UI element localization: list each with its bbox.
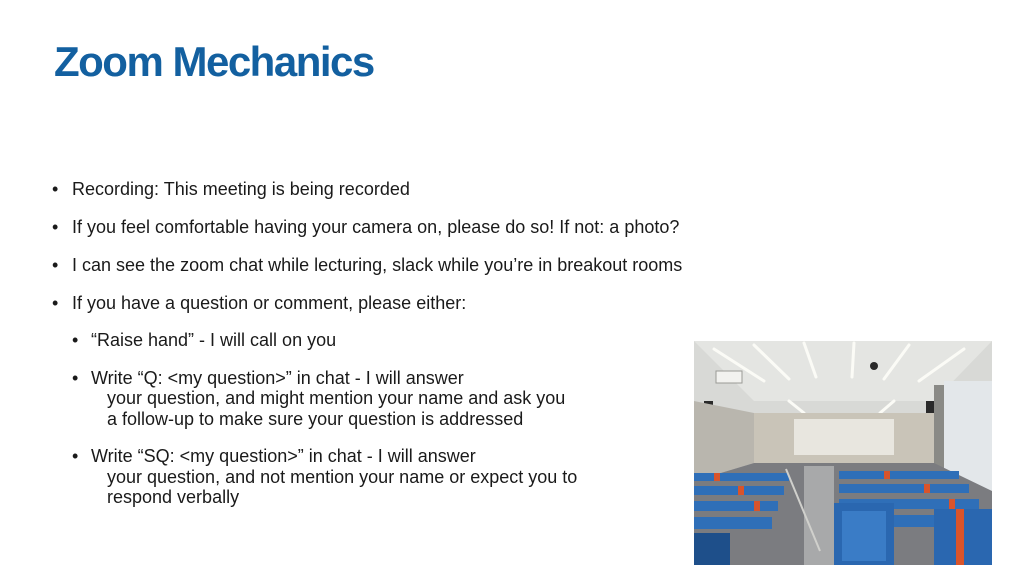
sub-bullet-item xyxy=(72,446,752,508)
bullet-dot: • xyxy=(52,255,59,275)
bullet-dot: • xyxy=(52,179,59,199)
sub-bullet-continuation: a follow-up to make sure your question is addressed xyxy=(107,408,524,429)
sub-bullet-item xyxy=(72,330,752,351)
sub-bullet-text: Write “SQ: <my question>” in chat - I will answer xyxy=(91,446,476,466)
bullet-item xyxy=(52,178,752,200)
bullet-dot: • xyxy=(52,293,59,313)
sub-bullet-text: Write “Q: <my question>” in chat - I will answer xyxy=(91,367,464,388)
sub-bullet-continuation: respond verbally xyxy=(107,487,240,507)
bullet-text: If you feel comfortable having your camera on, please do so! If not: a photo? xyxy=(72,217,680,237)
bullet-dot: • xyxy=(72,446,79,466)
bullet-dot: • xyxy=(72,330,79,350)
sub-bullet-continuation: your question, and not mention your name or expect you to xyxy=(107,466,578,487)
bullet-item xyxy=(52,216,752,238)
bullet-text: I can see the zoom chat while lecturing, slack while you’re in breakout rooms xyxy=(72,255,683,275)
lecture-hall-photo xyxy=(694,341,992,565)
sub-bullet-text: “Raise hand” - I will call on you xyxy=(91,330,337,350)
bullet-item xyxy=(52,254,752,276)
slide-title: Zoom Mechanics xyxy=(54,38,374,85)
bullet-text: Recording: This meeting is being recorded xyxy=(72,179,410,199)
sub-bullet-item xyxy=(72,368,752,430)
bullet-dot: • xyxy=(72,367,79,388)
bullet-text: If you have a question or comment, please either: xyxy=(72,293,467,313)
sub-bullet-continuation: your question, and might mention your name and ask you xyxy=(107,388,566,408)
bullet-dot: • xyxy=(52,217,59,237)
bullet-item xyxy=(52,292,752,314)
bullet-list xyxy=(52,178,752,525)
